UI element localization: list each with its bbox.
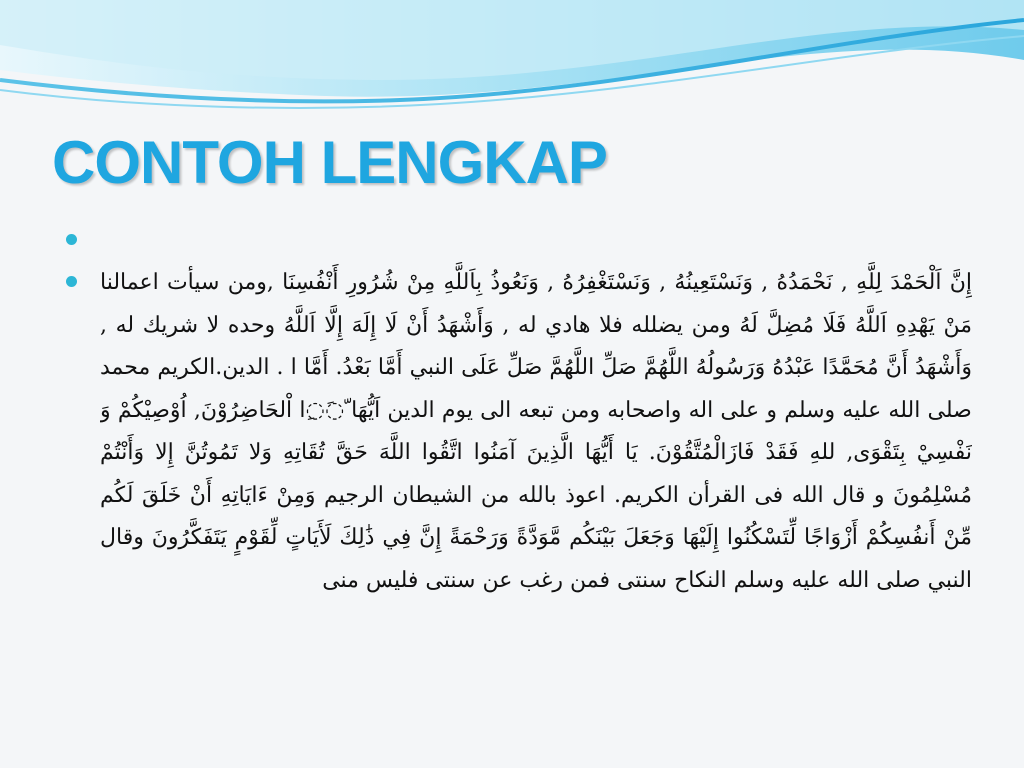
- bullet-dot-2: [66, 276, 77, 287]
- sermon-arabic-text: إِنَّ اَلْحَمْدَ لِلَّهِ , نَحْمَدُهُ , وَنَسْتَعِينُهُ , وَنَسْتَغْفِرُهُ , وَنَعُوذُ بِاَللَّهِ مِنْ شُرُورِ أَنْفُسِنَا ,ومن سيأت اعمالنا مَنْ يَهْدِهِ اَللَّهُ فَلَا مُضِلَّ لَهُ ومن يضلله فلا هادي له , وَأَشْهَدُ أَنْ لَا إِلَهَ إِلَّا اَللَّهُ وحده لا شريك له , وَأَشْهَدُ أَنَّ مُحَمَّدًا عَبْدُهُ وَرَسُولُهُ اللَّهُمَّ صَلِّ اللَّهُمَّ صَلِّ عَلَى النبي أَمَّا بَعْدُ. أَمَّا ا . الدين.الكريم محمد صلى الله عليه وسلم و على اله واصحابه ومن تبعه الى يوم الدين اَيُّهَا ّ◌َ◌ِا اْلحَاضِرُوْنَ, اُوْصِيْكُمْ وَ نَفْسِيْ بِتَقْوَى, للهِ فَقَدْ فَازَالْمُتَّقُوْنَ. يَا أَيُّهَا الَّذِينَ آمَنُوا اتَّقُوا اللَّهَ حَقَّ تُقَاتِهِ وَلا تَمُوتُنَّ إِلا وَأَنْتُمْ مُسْلِمُونَ و قال الله فى القرأن الكريم. اعوذ بالله من الشيطان الرجيم وَمِنْ ءَايَاتِهِ أَنْ خَلَقَ لَكُم مِّنْ أَنفُسِكُمْ أَزْوَاجًا لِّتَسْكُنُوا إِلَيْهَا وَجَعَلَ بَيْنَكُم مَّوَدَّةً وَرَحْمَةً إِنَّ فِي ذَٰلِكَ لَأَيَاتٍ لِّقَوْمٍ يَتَفَكَّرُونَ وقال النبي صلى الله عليه وسلم النكاح سنتى فمن رغب عن سنتى فليس منى: [100, 270, 972, 593]
- bullet-dot-1: [66, 234, 77, 245]
- slide-title: CONTOH LENGKAP: [52, 129, 607, 196]
- header-wave-decoration: [0, 0, 1024, 120]
